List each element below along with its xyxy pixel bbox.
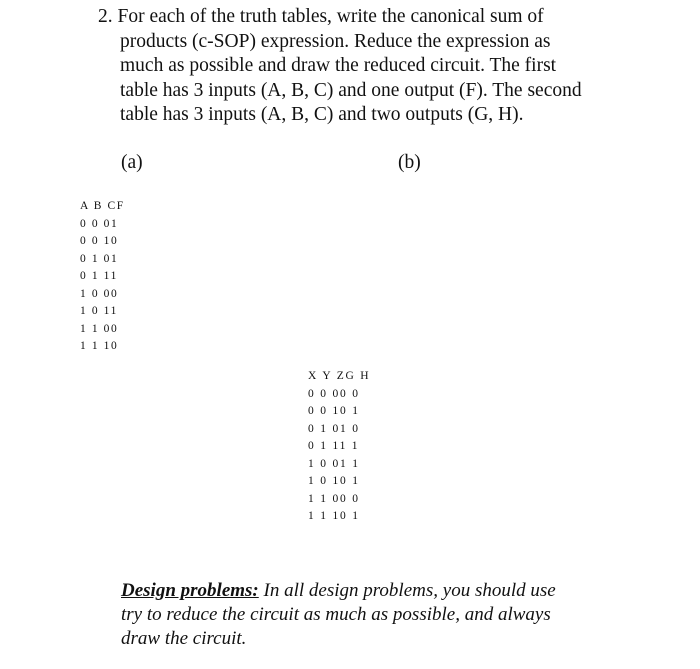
table-row: 0 1 01 <box>80 252 119 265</box>
question-line-2: products (c-SOP) expression. Reduce the expression as <box>120 30 551 52</box>
table-row: 1 1 00 0 <box>308 492 360 505</box>
table-row: 1 1 00 <box>80 322 119 335</box>
design-note-line-3: draw the circuit. <box>121 628 247 649</box>
question-text <box>98 5 658 128</box>
question-line-1-text: For each of the truth tables, write the canonical sum of <box>117 6 544 27</box>
table-row: 0 1 11 1 <box>308 440 360 452</box>
table-row: 0 0 10 1 <box>308 405 360 417</box>
table-row: 1 0 11 <box>80 305 118 317</box>
table-row: 1 1 10 <box>80 340 119 352</box>
design-note-line-2: try to reduce the circuit as much as possible, and always <box>121 604 551 625</box>
table-row: 0 0 01 <box>80 217 119 230</box>
table-row: 1 0 01 1 <box>308 457 360 470</box>
table-a-header: A B CF <box>80 200 125 212</box>
design-problems-heading: Design problems: <box>121 580 259 601</box>
design-problems-note <box>121 579 661 651</box>
question-line-5: table has 3 inputs (A, B, C) and two outputs (G, H). <box>120 104 524 125</box>
truth-table-a <box>80 198 125 356</box>
table-row: 1 1 10 1 <box>308 510 360 522</box>
design-note-line-1 <box>121 579 661 603</box>
table-row: 0 0 00 0 <box>308 387 360 400</box>
part-b-label: (b) <box>398 152 421 173</box>
table-row: 0 1 01 0 <box>308 422 360 435</box>
table-row: 1 0 10 1 <box>308 475 360 487</box>
table-row: 1 0 00 <box>80 287 119 300</box>
question-line-3: much as possible and draw the reduced circuit. The first <box>120 55 557 76</box>
table-row: 0 0 10 <box>80 235 119 247</box>
part-a-label: (a) <box>121 152 143 173</box>
question-line-1 <box>98 5 658 30</box>
design-note-line-1-rest: In all design problems, you should use <box>258 580 556 601</box>
question-line-4: table has 3 inputs (A, B, C) and one output (F). The second <box>120 79 582 101</box>
table-b-header: X Y ZG H <box>308 370 371 382</box>
truth-table-b <box>308 368 370 526</box>
question-number: 2. <box>98 6 113 27</box>
table-row: 0 1 11 <box>80 270 118 282</box>
